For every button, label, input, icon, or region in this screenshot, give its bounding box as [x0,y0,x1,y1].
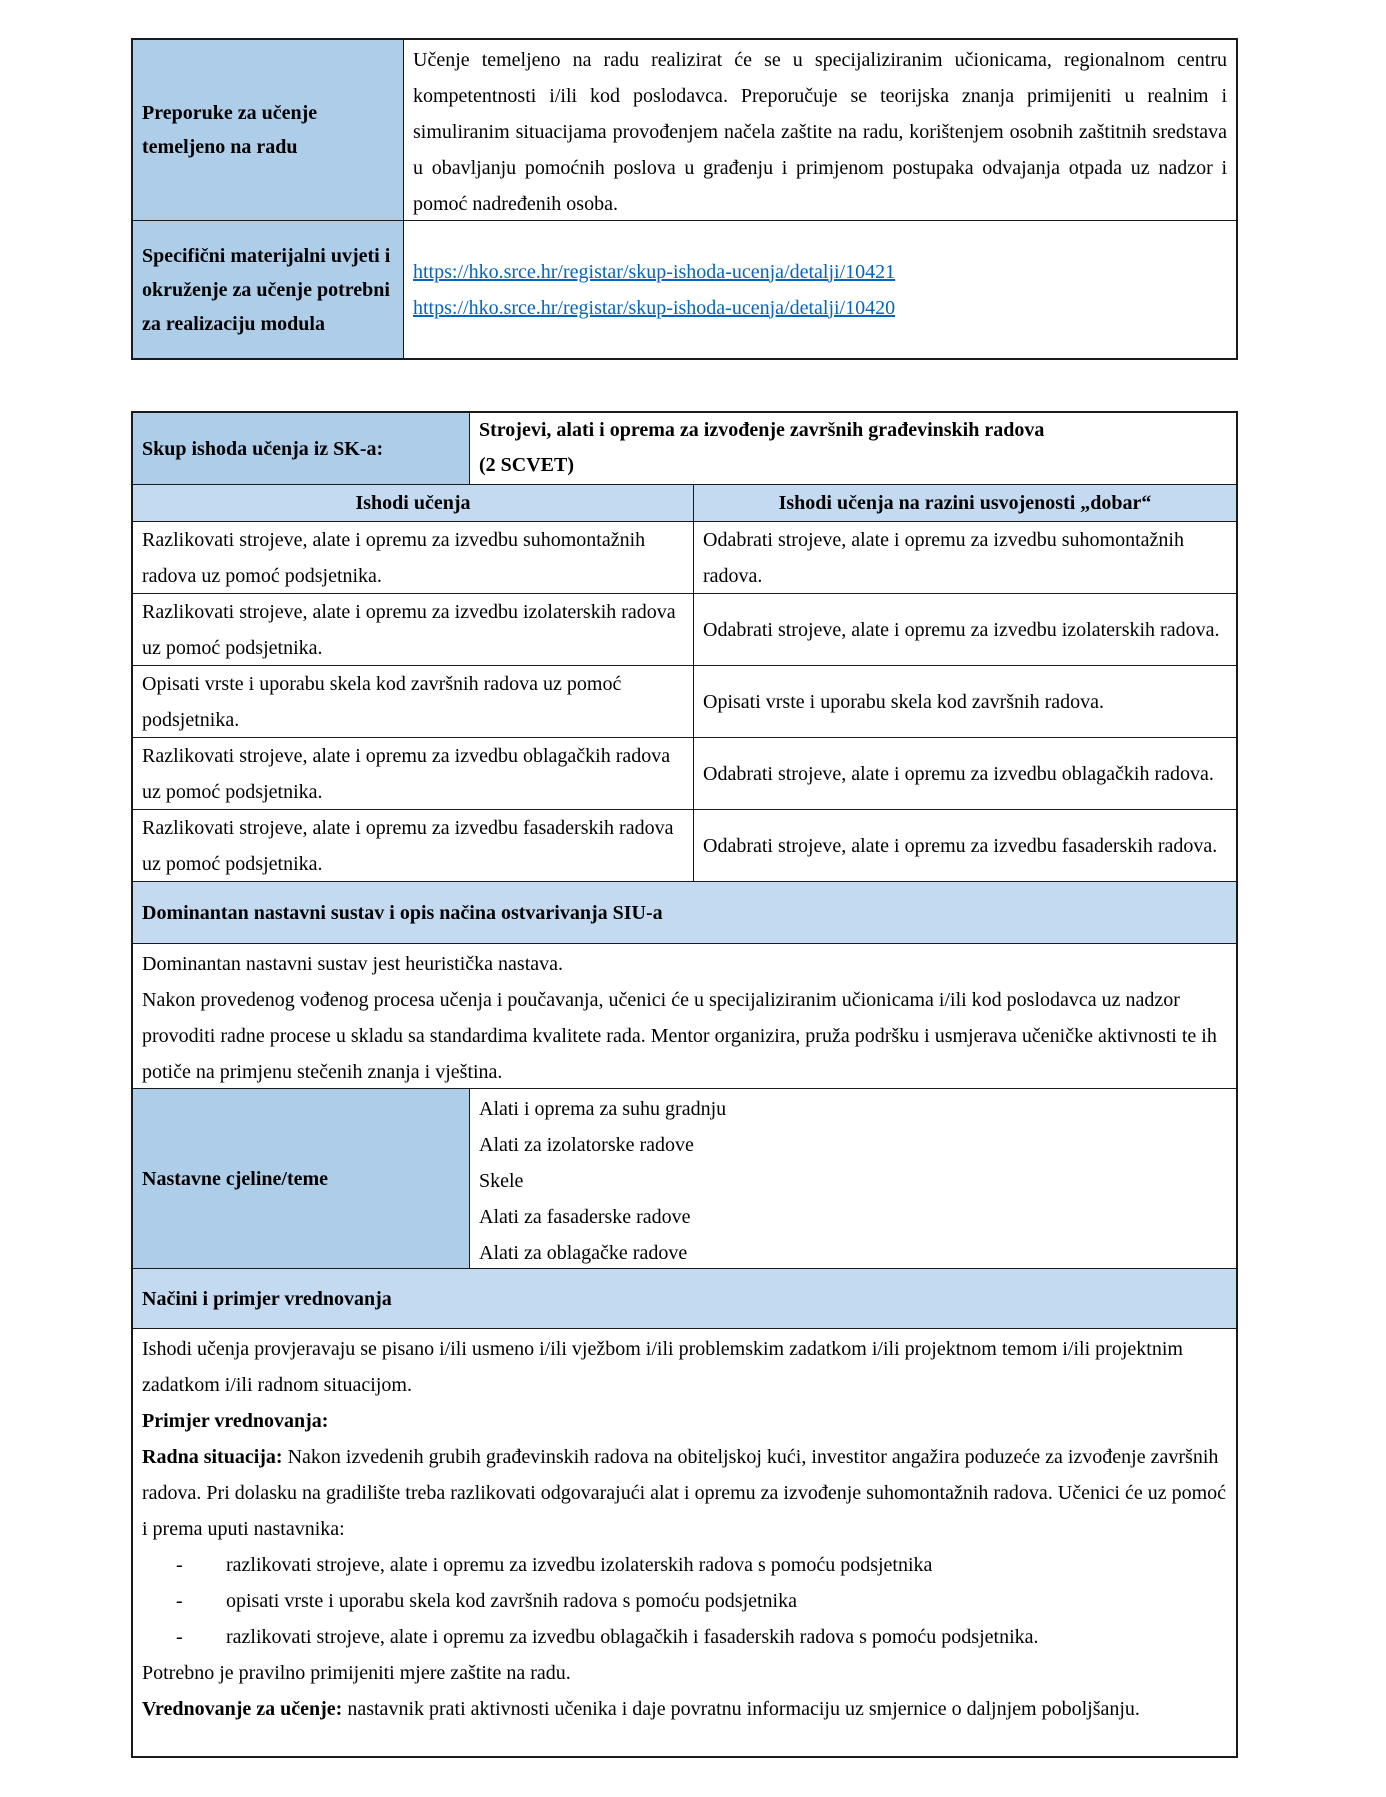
evaluation-intro: Ishodi učenja provjeravaju se pisano i/ili usmeno i/ili vježbom i/ili problemskim zadatkom i/ili projektnom temom i/ili projektnim zadatkom i/ili radnom situacijom. [142,1338,1183,1396]
hko-registry-link-10420[interactable]: https://hko.srce.hr/registar/skup-ishoda-ucenja/detalji/10420 [413,296,896,319]
row-label-specificni-uvjeti [133,221,403,358]
outcome-row [133,521,1236,593]
work-situation-paragraph [142,1439,1227,1547]
feedback-paragraph [142,1691,1227,1727]
outcome-row [133,665,1236,737]
work-situation-label: Radna situacija: [142,1446,283,1468]
outcome-row [133,809,1236,881]
row-label-preporuke [133,40,403,220]
bullet-dash: - [176,1626,183,1648]
skup-ishoda-title: Strojevi, alati i oprema za izvođenje završnih građevinskih radova [479,419,1045,441]
evaluation-bullet: - razlikovati strojeve, alate i opremu za izvedbu izolaterskih radova s pomoću podsjetnika [142,1547,1227,1583]
document-body [131,38,1238,1758]
skup-ishoda-scvet: (2 SCVET) [479,454,575,476]
work-based-learning-text: Učenje temeljeno na radu realizirat će se u specijaliziranim učionicama, regionalnom centru kompetentnosti i/ili kod poslodavca. Preporučuje se teorijska znanja primijeniti u realnim i simuliranim situacijama provođenjem načela zaštite na radu, korištenjem osobnih zaštitnih sredstava u obavljanju pomoćnih poslova u građenju i primjenom postupaka odvajanja otpada uz nadzor i pomoć nadređenih osoba. [413,49,1227,215]
hko-registry-link-10421[interactable]: https://hko.srce.hr/registar/skup-ishoda-ucenja/detalji/10421 [413,260,896,283]
work-based-learning-text-cell [403,40,1236,220]
outcomes-header-left: Ishodi učenja [133,485,693,521]
outcome-row [133,737,1236,809]
evaluation-bullet: - opisati vrste i uporabu skela kod završnih radova s pomoću podsjetnika [142,1583,1227,1619]
row-label-text: Specifični materijalni uvjeti i okruženje za učenje potrebni za realizaciju modula [142,244,391,335]
module-links-cell [403,221,1236,358]
row-label-nastavne-cjeline [133,1089,469,1268]
evaluation-bullet: - razlikovati strojeve, alate i opremu za izvedbu oblagačkih i fasaderskih radova s pomoću podsjetnika. [142,1619,1227,1655]
evaluation-text-row [133,1328,1236,1756]
topic-item: Alati za oblagačke radove [479,1242,688,1264]
section-header-row [133,1268,1236,1328]
topic-item: Alati za izolatorske radove [479,1134,694,1156]
row-label-text: Preporuke za učenje temeljeno na radu [142,102,318,158]
outcome-left: Opisati vrste i uporabu skela kod završnih radova uz pomoć podsjetnika. [142,672,622,731]
row-label-text: Skup ishoda učenja iz SK-a: [142,437,384,460]
outcomes-header-right: Ishodi učenja na razini usvojenosti „dobar“ [693,485,1236,521]
outcome-left: Razlikovati strojeve, alate i opremu za izvedbu suhomontažnih radova uz pomoć podsjetnika. [142,528,646,587]
table-row [133,40,1236,220]
outcomes-header-row [133,484,1236,521]
outcome-left: Razlikovati strojeve, alate i opremu za izvedbu fasaderskih radova uz pomoć podsjetnika. [142,816,674,875]
evaluation-example-label: Primjer vrednovanja: [142,1410,329,1432]
row-label-text: Nastavne cjeline/teme [142,1167,329,1190]
work-based-learning-table [131,38,1238,360]
bullet-dash: - [176,1590,183,1612]
feedback-text: nastavnik prati aktivnosti učenika i daje povratnu informaciju uz smjernice o daljnjem poboljšanju. [342,1698,1140,1720]
outcome-row [133,593,1236,665]
topics-list-cell [469,1089,1236,1268]
dominant-system-header: Dominantan nastavni sustav i opis načina ostvarivanja SIU-a [133,882,1236,943]
outcome-right: Opisati vrste i uporabu skela kod završnih radova. [693,666,1236,737]
table-row [133,413,1236,484]
outcome-right: Odabrati strojeve, alate i opremu za izvedbu suhomontažnih radova. [693,522,1236,593]
evaluation-header: Načini i primjer vrednovanja [133,1269,1236,1328]
bullet-dash: - [176,1554,183,1576]
topic-item: Alati za fasaderske radove [479,1206,691,1228]
feedback-label: Vrednovanje za učenje: [142,1698,343,1720]
table-row [133,220,1236,358]
safety-note: Potrebno je pravilno primijeniti mjere zaštite na radu. [142,1662,571,1684]
outcome-left: Razlikovati strojeve, alate i opremu za izvedbu oblagačkih radova uz pomoć podsjetnika. [142,744,671,803]
topic-item: Skele [479,1170,524,1192]
dominant-system-line1: Dominantan nastavni sustav jest heuristička nastava. [142,953,564,975]
outcome-right: Odabrati strojeve, alate i opremu za izvedbu izolaterskih radova. [693,594,1236,665]
evaluation-text-cell [133,1329,1236,1756]
work-situation-text: Nakon izvedenih grubih građevinskih radova na obiteljskoj kući, investitor angažira poduzeće za izvođenje završnih radova. Pri dolasku na gradilište treba razlikovati odgovarajući alat i opremu za izvođenje suhomontažnih radova. Učenici će uz pomoć i prema uputi nastavnika: [142,1446,1227,1540]
outcome-right: Odabrati strojeve, alate i opremu za izvedbu oblagačkih radova. [693,738,1236,809]
row-label-skup-ishoda [133,413,469,484]
topic-item: Alati i oprema za suhu gradnju [479,1098,727,1120]
outcome-left: Razlikovati strojeve, alate i opremu za izvedbu izolaterskih radova uz pomoć podsjetnika. [142,600,676,659]
table-gap [131,360,1238,411]
skup-ishoda-value-cell [469,413,1236,484]
topics-row [133,1088,1236,1268]
learning-outcomes-table [131,411,1238,1758]
section-header-row [133,881,1236,943]
dominant-system-text-cell [133,944,1236,1088]
dominant-system-text-row [133,943,1236,1088]
dominant-system-line2: Nakon provedenog vođenog procesa učenja i poučavanja, učenici će u specijaliziranim učionicama i/ili kod poslodavca uz nadzor provoditi radne procese u skladu sa standardima kvalitete rada. Mentor organizira, pruža podršku i usmjerava učeničke aktivnosti te ih potiče na primjenu stečenih znanja i vještina. [142,989,1217,1083]
outcome-right: Odabrati strojeve, alate i opremu za izvedbu fasaderskih radova. [693,810,1236,881]
